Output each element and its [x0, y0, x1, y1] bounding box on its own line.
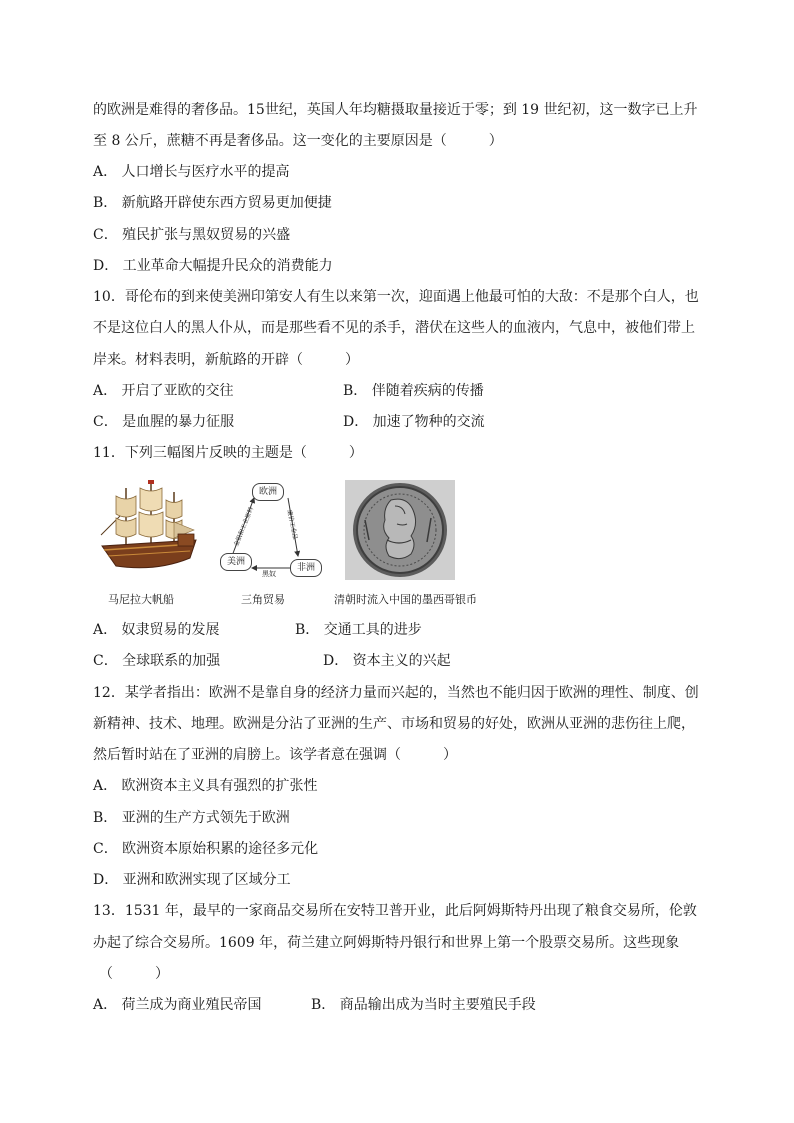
- q9-option-b[interactable]: B． 新航路开辟使东西方贸易更加便捷: [93, 195, 332, 211]
- edge-right-label: 廉价工业品: [285, 509, 299, 541]
- q13-option-b[interactable]: B． 商品输出成为当时主要殖民手段: [311, 997, 536, 1013]
- q12-option-b[interactable]: B． 亚洲的生产方式领先于欧洲: [93, 810, 290, 826]
- q12-option-a[interactable]: A． 欧洲资本主义具有强烈的扩张性: [93, 778, 318, 794]
- q12-stem-line-1: 12．某学者指出：欧洲不是靠自身的经济力量而兴起的，当然也不能归因于欧洲的理性、制度、创: [93, 685, 699, 701]
- q12-stem-line-2: 新精神、技术、地理。欧洲是分沾了亚洲的生产、市场和贸易的好处，欧洲从亚洲的悲伤往上爬，: [93, 716, 695, 732]
- q11-stem: 11．下列三幅图片反映的主题是（ ）: [93, 445, 363, 461]
- q12-stem-line-3: 然后暂时站在了亚洲的肩膀上。该学者意在强调（ ）: [93, 747, 457, 763]
- edge-left-label: 金银和工业原料: [232, 506, 256, 548]
- q10-stem-line-2: 不是这位白人的黑人仆从，而是那些看不见的杀手，潜伏在这些人的血液内，气息中，被他们带上: [93, 320, 695, 336]
- edge-bottom-label: 黑奴: [262, 570, 276, 578]
- q11-option-a[interactable]: A． 奴隶贸易的发展: [93, 622, 220, 638]
- q9-option-d[interactable]: D． 工业革命大幅提升民众的消费能力: [93, 258, 333, 274]
- ship-caption: 马尼拉大帆船: [108, 593, 174, 606]
- q13-stem-line-1: 13．1531 年，最早的一家商品交易所在安特卫普开业，此后阿姆斯特丹出现了粮食交易所，伦敦: [93, 903, 697, 919]
- q13-option-a[interactable]: A． 荷兰成为商业殖民帝国: [93, 997, 262, 1013]
- q11-option-d[interactable]: D． 资本主义的兴起: [323, 653, 451, 669]
- q9-stem-line-2: 至 8 公斤，蔗糖不再是奢侈品。这一变化的主要原因是（ ）: [93, 133, 503, 149]
- q12-option-c[interactable]: C． 欧洲资本原始积累的途径多元化: [93, 841, 319, 857]
- trade-caption: 三角贸易: [241, 593, 285, 606]
- q10-option-d[interactable]: D． 加速了物种的交流: [343, 414, 485, 430]
- q11-option-b[interactable]: B． 交通工具的进步: [295, 622, 422, 638]
- q13-stem-line-2: 办起了综合交易所。1609 年，荷兰建立阿姆斯特丹银行和世界上第一个股票交易所。这些现象: [93, 935, 680, 951]
- coin-caption: 清朝时流入中国的墨西哥银币: [334, 593, 477, 606]
- q12-option-d[interactable]: D． 亚洲和欧洲实现了区域分工: [93, 872, 291, 888]
- triangular-trade-diagram: [218, 480, 326, 580]
- q11-option-c[interactable]: C． 全球联系的加强: [93, 653, 221, 669]
- q10-option-a[interactable]: A． 开启了亚欧的交往: [93, 383, 234, 399]
- q9-option-c[interactable]: C． 殖民扩张与黑奴贸易的兴盛: [93, 227, 291, 243]
- q13-stem-line-3: （ ）: [99, 966, 169, 982]
- node-africa: 非洲: [290, 559, 322, 577]
- silver-coin-icon: [345, 480, 455, 580]
- q10-option-b[interactable]: B． 伴随着疾病的传播: [343, 383, 484, 399]
- silver-coin-image: [345, 480, 455, 580]
- galleon-ship-image: [96, 480, 202, 580]
- q10-option-c[interactable]: C． 是血腥的暴力征服: [93, 414, 235, 430]
- q9-stem-line-1: 的欧洲是难得的奢侈品。15世纪，英国人年均糖摄取量接近于零；到 19 世纪初，这一数字已上升: [93, 102, 698, 118]
- node-europe: 欧洲: [252, 483, 284, 501]
- galleon-ship-icon: [96, 480, 202, 580]
- q10-stem-line-1: 10．哥伦布的到来使美洲印第安人有生以来第一次，迎面遇上他最可怕的大敌：不是那个白人，也: [93, 289, 699, 305]
- node-america: 美洲: [220, 553, 252, 571]
- q10-stem-line-3: 岸来。材料表明，新航路的开辟（ ）: [93, 352, 359, 368]
- q9-option-a[interactable]: A． 人口增长与医疗水平的提高: [93, 164, 290, 180]
